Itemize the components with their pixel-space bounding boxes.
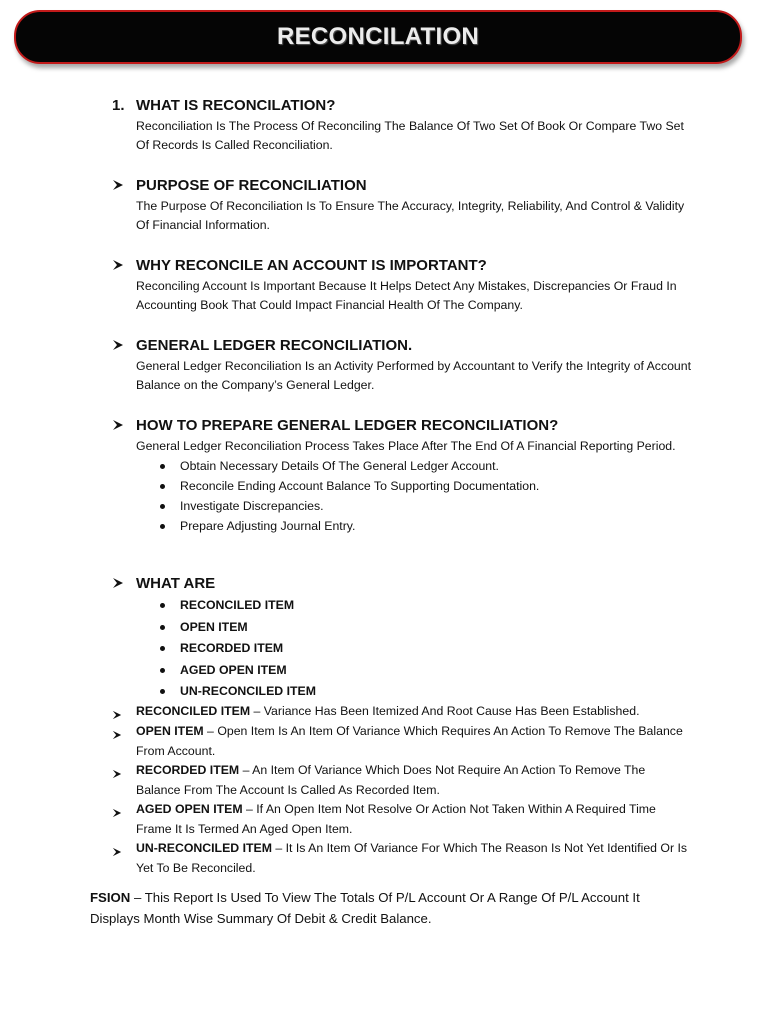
list-item: Prepare Adjusting Journal Entry. (158, 516, 692, 536)
bullet-icon (160, 524, 165, 529)
definition-aged-open-item (112, 800, 692, 839)
section-heading: GENERAL LEDGER RECONCILIATION. (136, 336, 413, 354)
definition-term: OPEN ITEM (136, 724, 204, 738)
section-heading: WHY RECONCILE AN ACCOUNT IS IMPORTANT? (136, 256, 487, 274)
bullet-icon (160, 464, 165, 469)
section-how-to-prepare (112, 415, 692, 536)
definition-term: UN-RECONCILED ITEM (136, 841, 272, 855)
bullet-icon (160, 646, 165, 651)
section-paragraph: General Ledger Reconciliation Process Takes Place After The End Of A Financial Reporting Period. (136, 439, 676, 453)
arrow-bullet-icon (112, 800, 136, 839)
definition-open-item (112, 722, 692, 761)
list-item: AGED OPEN ITEM (158, 660, 692, 682)
arrow-bullet-icon (112, 179, 136, 191)
section-general-ledger (112, 335, 692, 395)
definition-text: – An Item Of Variance Which Does Not Require An Action To Remove The Balance From The Account Is Called As Recorded Item. (136, 763, 646, 797)
arrow-bullet-icon (112, 761, 136, 800)
bullet-icon (160, 625, 165, 630)
list-item: Reconcile Ending Account Balance To Supporting Documentation. (158, 476, 692, 496)
list-item: RECORDED ITEM (158, 638, 692, 660)
definition-recorded-item (112, 761, 692, 800)
section-purpose (112, 175, 692, 235)
fsion-text: – This Report Is Used To View The Totals Of P/L Account Or A Range Of P/L Account It Displays Month Wise Summary Of Debit & Credit Balance. (90, 890, 640, 926)
definition-unreconciled-item (112, 839, 692, 878)
page-title: RECONCILATION (276, 23, 480, 50)
arrow-bullet-icon (112, 722, 136, 761)
arrow-bullet-icon (112, 259, 136, 271)
bullet-icon (160, 689, 165, 694)
fsion-paragraph (90, 888, 690, 929)
section-why-reconcile (112, 255, 692, 315)
section-what-is-reconcilation (112, 95, 692, 155)
definition-term: AGED OPEN ITEM (136, 802, 243, 816)
definition-text: – If An Open Item Not Resolve Or Action Not Taken Within A Required Time Frame It Is Termed An Aged Open Item. (136, 802, 656, 836)
bullet-icon (160, 668, 165, 673)
section-paragraph: General Ledger Reconciliation Is an Activity Performed by Accountant to Verify the Integrity of Account Balance on the Company’s General Ledger. (136, 359, 692, 392)
item-types-list (158, 595, 692, 703)
section-what-are (112, 573, 692, 703)
section-heading: HOW TO PREPARE GENERAL LEDGER RECONCILIATION? (136, 416, 559, 434)
definition-term: RECORDED ITEM (136, 763, 240, 777)
section-heading: WHAT IS RECONCILATION? (136, 96, 336, 114)
arrow-bullet-icon (112, 839, 136, 878)
list-item: UN-RECONCILED ITEM (158, 681, 692, 703)
list-item: Obtain Necessary Details Of The General Ledger Account. (158, 456, 692, 476)
list-item: RECONCILED ITEM (158, 595, 692, 617)
arrow-bullet-icon (112, 339, 136, 351)
definition-term: RECONCILED ITEM (136, 704, 251, 718)
bullet-icon (160, 484, 165, 489)
list-number: 1. (112, 96, 125, 114)
fsion-term: FSION (90, 890, 131, 905)
title-banner (14, 10, 742, 64)
section-heading: WHAT ARE (136, 574, 216, 592)
section-paragraph: The Purpose Of Reconciliation Is To Ensure The Accuracy, Integrity, Reliability, And Control & Validity Of Financial Information. (136, 199, 685, 232)
section-paragraph: Reconciling Account Is Important Because It Helps Detect Any Mistakes, Discrepancies Or Fraud In Accounting Book That Could Impact Financial Health Of The Company. (136, 279, 677, 312)
list-item: OPEN ITEM (158, 617, 692, 639)
definition-text: – Open Item Is An Item Of Variance Which Requires An Action To Remove The Balance From Account. (136, 724, 683, 758)
arrow-bullet-icon (112, 577, 136, 589)
section-heading: PURPOSE OF RECONCILIATION (136, 176, 367, 194)
definition-text: – Variance Has Been Itemized And Root Cause Has Been Established. (250, 704, 640, 718)
bullet-icon (160, 603, 165, 608)
steps-list (158, 456, 692, 536)
list-item: Investigate Discrepancies. (158, 496, 692, 516)
section-paragraph: Reconciliation Is The Process Of Reconciling The Balance Of Two Set Of Book Or Compare Two Set Of Records Is Called Reconciliation. (136, 119, 684, 152)
bullet-icon (160, 504, 165, 509)
definition-text: – It Is An Item Of Variance For Which The Reason Is Not Yet Identified Or Is Yet To Be Reconciled. (136, 841, 688, 875)
arrow-bullet-icon (112, 419, 136, 431)
